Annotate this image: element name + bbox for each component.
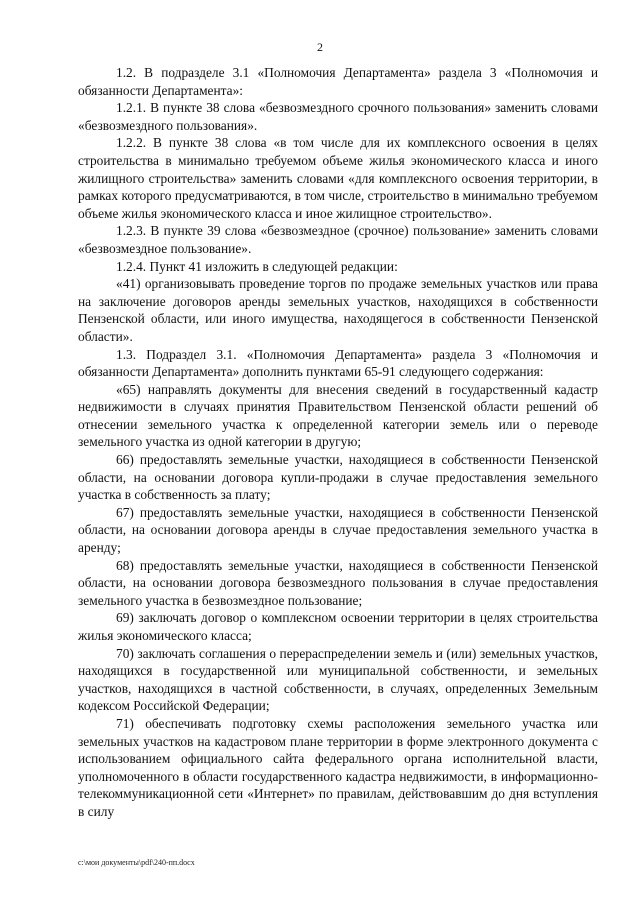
document-body (78, 64, 598, 821)
paragraph-1-3: 1.3. Подраздел 3.1. «Полномочия Департамента» раздела 3 «Полномочия и обязанности Департамента» дополнить пунктами 65-91 следующего содержания: (78, 346, 598, 380)
paragraph-1-2-4: 1.2.4. Пункт 41 изложить в следующей редакции: (116, 258, 398, 274)
paragraph-item-41: «41) организовывать проведение торгов по продаже земельных участков или права на заключение договоров аренды земельных участков, находящихся в собственности Пензенской области, или иного имущества, находящегося в собственности Пензенской области». (78, 276, 598, 344)
paragraph-item-71: 71) обеспечивать подготовку схемы расположения земельного участка или земельных участков на кадастровом плане территории в форме электронного документа с использованием официального сайта федерального органа исполнительной власти, уполномоченного в области государственного кадастра недвижимости, в информационно-телекоммуникационной сети «Интернет» по правилам, действовавшим до дня вступления в силу (78, 715, 598, 819)
footer-file-path: c:\мои документы\pdf\240-пп.docx (78, 858, 195, 867)
paragraph-item-67: 67) предоставлять земельные участки, находящиеся в собственности Пензенской области, на основании договора аренды в случае предоставления земельного участка в аренду; (78, 504, 598, 556)
page-number: 2 (317, 40, 323, 54)
paragraph-1-2-3: 1.2.3. В пункте 39 слова «безвозмездное (срочное) пользование» заменить словами «безвозмездное пользование». (78, 223, 598, 256)
paragraph-1-2: 1.2. В подразделе 3.1 «Полномочия Департамента» раздела 3 «Полномочия и обязанности Департамента»: (78, 65, 598, 98)
paragraph-item-68: 68) предоставлять земельные участки, находящиеся в собственности Пензенской области, на основании договора безвозмездного пользования в случае предоставления земельного участка в безвозмездное пользование; (78, 557, 598, 608)
paragraph-item-69: 69) заключать договор о комплексном освоении территории в целях строительства жилья экономического класса; (78, 610, 598, 643)
paragraph-item-66: 66) предоставлять земельные участки, находящиеся в собственности Пензенской области, на основании договора купли-продажи в случае предоставления земельного участка в собственность за плату; (78, 452, 598, 503)
paragraph-1-2-2: 1.2.2. В пункте 38 слова «в том числе для их комплексного освоения в целях строительства в минимально требуемом объеме жилья экономического класса и иного жилищного строительства» заменить словами «для комплексного освоения территории, в рамках которого предусматриваются, в том числе, строительство в минимально требуемом объеме жилья экономического класса и иное жилищное строительство». (78, 135, 598, 221)
paragraph-1-2-1: 1.2.1. В пункте 38 слова «безвозмездного срочного пользования» заменить словами «безвозмездного пользования». (78, 100, 598, 133)
paragraph-item-70: 70) заключать соглашения о перераспределении земель и (или) земельных участков, находящихся в государственной или муниципальной собственности, и земельных участков, находящихся в частной собственности, в случаях, определенных Земельным кодексом Российской Федерации; (78, 645, 598, 714)
paragraph-item-65: «65) направлять документы для внесения сведений в государственный кадастр недвижимости в случаях принятия Правительством Пензенской области решений об отнесении земельного участка к определенной категории земель или о переводе земельного участка из одной категории в другую; (78, 381, 598, 450)
